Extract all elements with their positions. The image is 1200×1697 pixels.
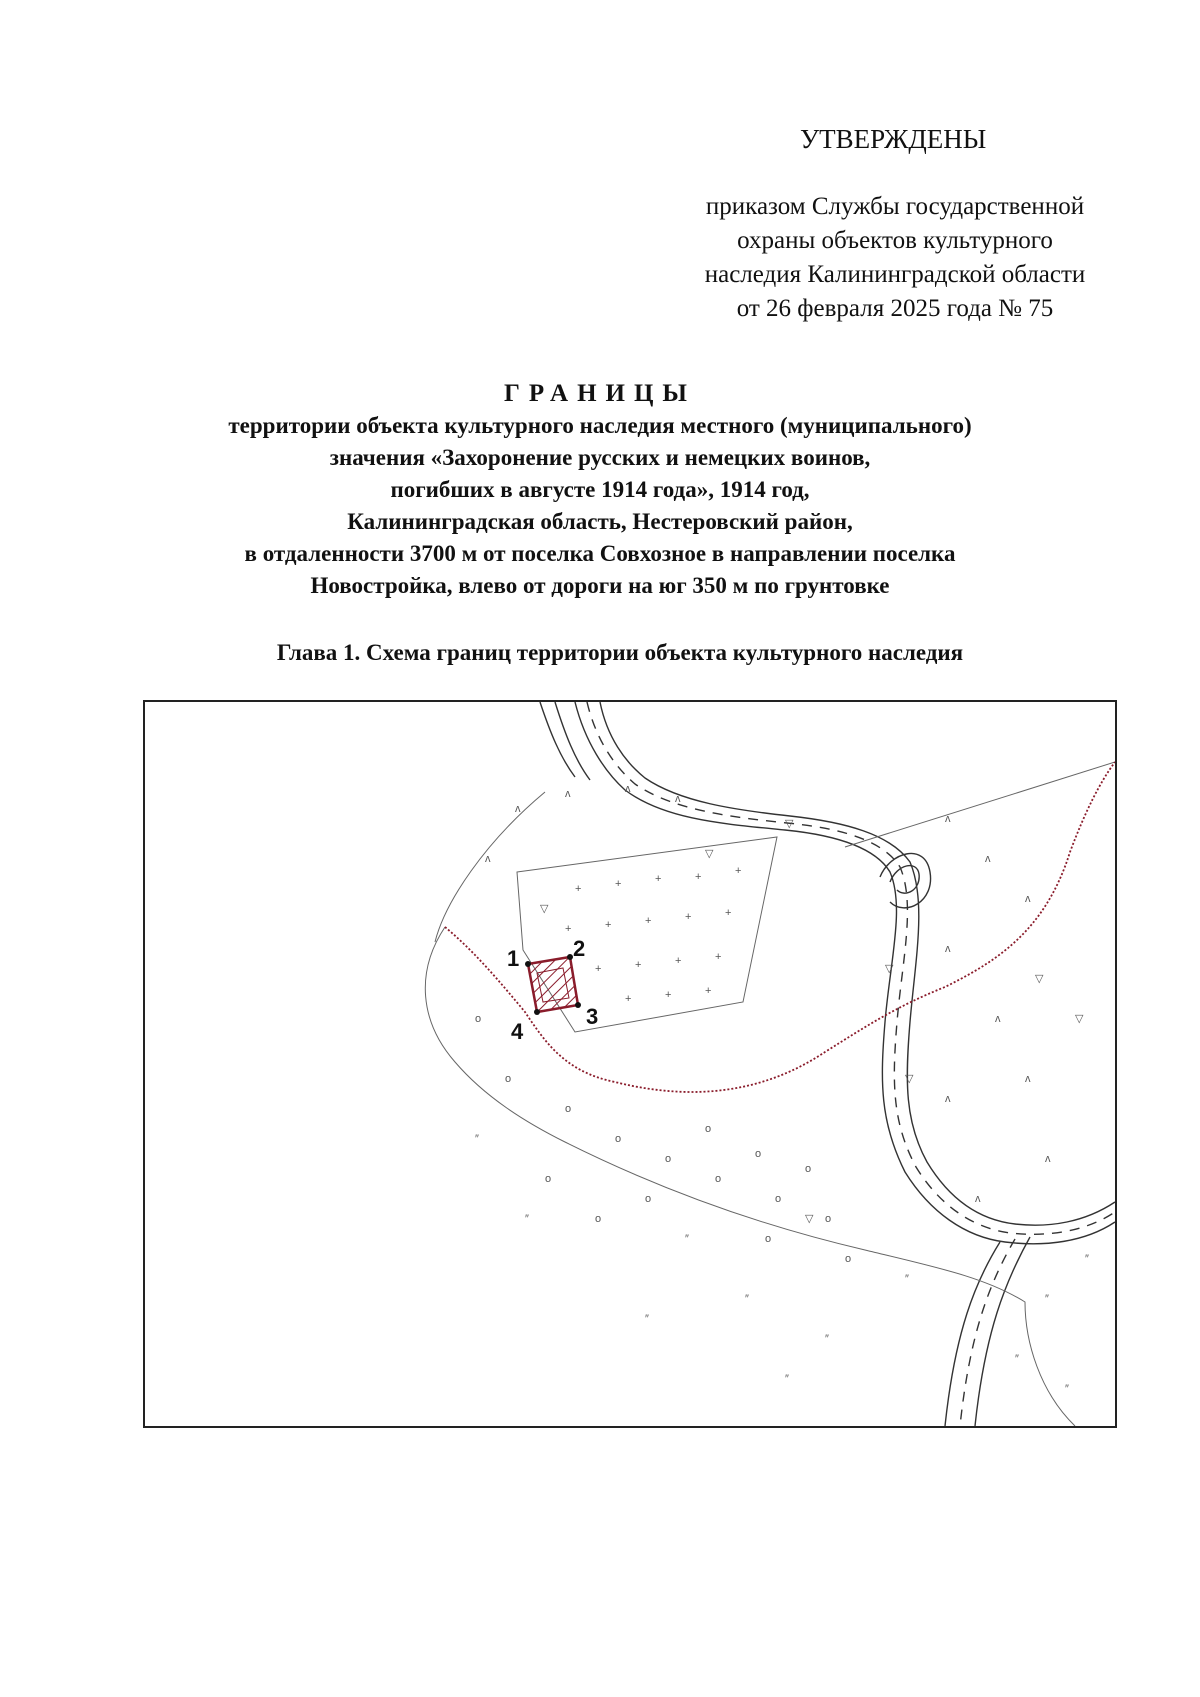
svg-text:o: o — [615, 1133, 622, 1145]
svg-text:+: + — [695, 871, 702, 883]
field-outlines — [425, 762, 1115, 1426]
svg-text:o: o — [565, 1103, 572, 1115]
svg-text:″: ″ — [685, 1233, 689, 1245]
svg-text:″: ″ — [745, 1293, 749, 1305]
svg-text:ʌ: ʌ — [485, 853, 491, 865]
svg-text:ʌ: ʌ — [1025, 893, 1031, 905]
forest-edge-line — [445, 762, 1115, 1092]
document-heading — [0, 380, 1200, 602]
svg-text:ʌ: ʌ — [945, 1093, 951, 1105]
heading-title: ГРАНИЦЫ — [504, 380, 696, 407]
heading-line: территории объекта культурного наследия местного (муниципального) — [228, 413, 972, 438]
chapter-title: Глава 1. Схема границ территории объекта культурного наследия — [276, 640, 964, 665]
svg-text:+: + — [705, 985, 712, 997]
svg-text:ʌ: ʌ — [995, 1013, 1001, 1025]
svg-text:▽: ▽ — [1035, 973, 1044, 985]
svg-text:o: o — [805, 1163, 812, 1175]
svg-text:o: o — [845, 1253, 852, 1265]
svg-text:ʌ: ʌ — [975, 1193, 981, 1205]
boundary-point-3 — [575, 1002, 581, 1008]
svg-text:″: ″ — [1045, 1293, 1049, 1305]
svg-text:ʌ: ʌ — [515, 803, 521, 815]
point-label-2: 2 — [573, 936, 586, 961]
boundary-point-1 — [525, 961, 531, 967]
svg-text:o: o — [595, 1213, 602, 1225]
svg-text:+: + — [595, 963, 602, 975]
svg-text:″: ″ — [785, 1373, 789, 1385]
svg-text:+: + — [685, 911, 692, 923]
approval-line: наследия Калининградской области — [704, 261, 1086, 288]
boundary-point-4 — [534, 1009, 540, 1015]
svg-text:+: + — [715, 951, 722, 963]
svg-text:+: + — [665, 989, 672, 1001]
heading-line: погибших в августе 1914 года», 1914 год, — [390, 477, 810, 502]
svg-text:o: o — [545, 1173, 552, 1185]
point-label-3: 3 — [586, 1004, 599, 1029]
vegetation-symbols — [475, 783, 1089, 1395]
object-territory — [528, 957, 578, 1012]
approval-line: охраны объектов культурного — [737, 227, 1053, 254]
svg-text:+: + — [735, 865, 742, 877]
heading-line: значения «Захоронение русских и немецких воинов, — [329, 445, 871, 470]
svg-text:▽: ▽ — [785, 818, 794, 830]
point-label-4: 4 — [511, 1019, 524, 1044]
svg-text:+: + — [615, 878, 622, 890]
svg-text:o: o — [775, 1193, 782, 1205]
svg-text:o: o — [705, 1123, 712, 1135]
heading-line: Новостройка, влево от дороги на юг 350 м по грунтовке — [310, 573, 890, 598]
heading-line: в отдаленности 3700 м от поселка Совхозное в направлении поселка — [244, 541, 956, 566]
svg-text:o: o — [475, 1013, 482, 1025]
svg-text:+: + — [645, 915, 652, 927]
svg-text:+: + — [725, 907, 732, 919]
svg-text:″: ″ — [1065, 1383, 1069, 1395]
svg-text:o: o — [505, 1073, 512, 1085]
svg-text:″: ″ — [905, 1273, 909, 1285]
approval-line: от 26 февраля 2025 года № 75 — [736, 295, 1054, 322]
svg-text:ʌ: ʌ — [675, 793, 681, 805]
svg-text:″: ″ — [525, 1213, 529, 1225]
svg-text:+: + — [625, 993, 632, 1005]
svg-text:+: + — [635, 959, 642, 971]
svg-text:ʌ: ʌ — [1045, 1153, 1051, 1165]
svg-text:+: + — [675, 955, 682, 967]
svg-text:o: o — [715, 1173, 722, 1185]
svg-text:▽: ▽ — [805, 1213, 814, 1225]
svg-text:▽: ▽ — [1075, 1013, 1084, 1025]
svg-text:▽: ▽ — [905, 1073, 914, 1085]
svg-text:+: + — [575, 883, 582, 895]
svg-text:ʌ: ʌ — [945, 943, 951, 955]
svg-text:▽: ▽ — [705, 848, 714, 860]
svg-text:+: + — [565, 923, 572, 935]
svg-text:″: ″ — [825, 1333, 829, 1345]
svg-text:″: ″ — [475, 1133, 479, 1145]
svg-text:+: + — [655, 873, 662, 885]
map-drawing — [145, 702, 1115, 1426]
svg-text:o: o — [765, 1233, 772, 1245]
heading-line: Калининградская область, Нестеровский район, — [347, 509, 853, 534]
boundary-map — [143, 700, 1117, 1428]
road — [540, 702, 1115, 1426]
point-label-1: 1 — [507, 946, 520, 971]
svg-text:o: o — [825, 1213, 832, 1225]
svg-text:″: ″ — [1085, 1253, 1089, 1265]
svg-text:o: o — [645, 1193, 652, 1205]
svg-text:ʌ: ʌ — [1025, 1073, 1031, 1085]
approval-line: приказом Службы государственной — [705, 193, 1085, 220]
svg-text:+: + — [605, 919, 612, 931]
svg-text:ʌ: ʌ — [985, 853, 991, 865]
svg-text:″: ″ — [1015, 1353, 1019, 1365]
svg-text:o: o — [665, 1153, 672, 1165]
approval-title: УТВЕРЖДЕНЫ — [800, 124, 987, 154]
svg-text:▽: ▽ — [540, 903, 549, 915]
approval-order — [660, 190, 1130, 326]
svg-text:▽: ▽ — [885, 963, 894, 975]
svg-text:ʌ: ʌ — [565, 788, 571, 800]
svg-text:″: ″ — [645, 1313, 649, 1325]
svg-text:ʌ: ʌ — [625, 783, 631, 795]
svg-text:o: o — [755, 1148, 762, 1160]
svg-text:ʌ: ʌ — [945, 813, 951, 825]
